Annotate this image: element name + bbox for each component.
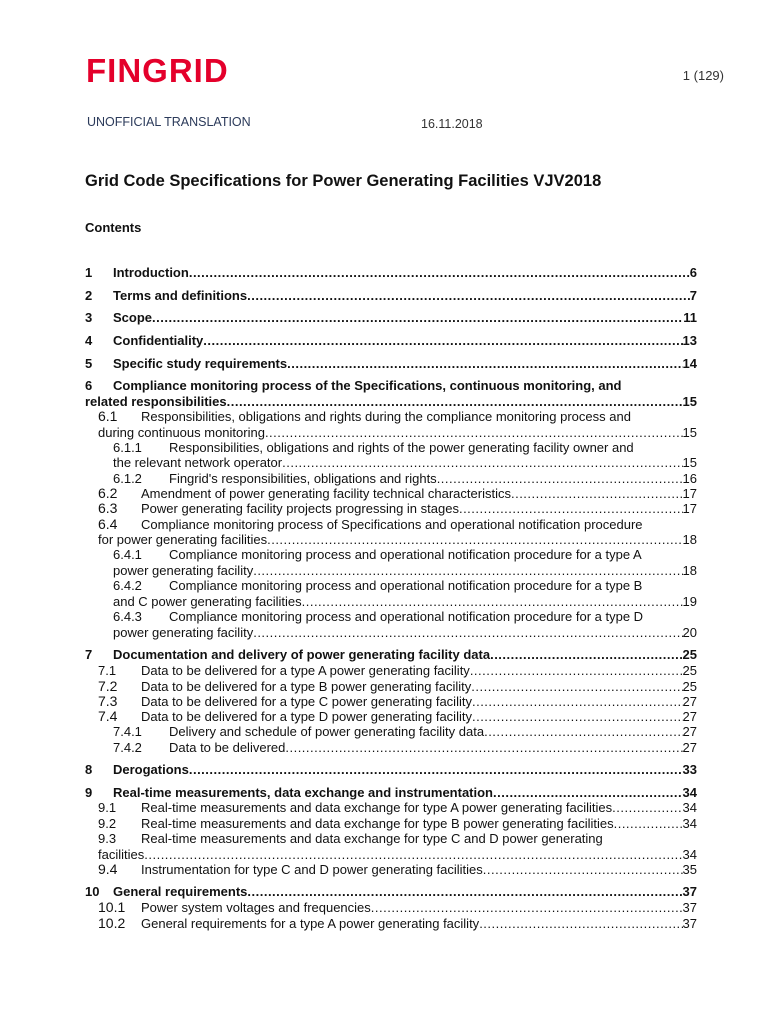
toc-page: 27 <box>682 709 697 724</box>
toc-number: 6.1.2 <box>113 471 142 486</box>
toc-title: Power system voltages and frequencies <box>141 900 371 915</box>
toc-leader <box>612 800 682 815</box>
toc-page: 15 <box>682 425 697 440</box>
toc-number: 6.4.2 <box>113 578 142 593</box>
fingrid-logo: FINGRID <box>86 52 229 89</box>
toc-title: Real-time measurements and data exchange for type C and D power generating <box>141 831 603 846</box>
toc-entry-7-4-1[interactable] <box>113 724 697 739</box>
toc-page: 15 <box>682 455 697 470</box>
toc-number: 2 <box>85 288 93 303</box>
toc-title-cont: and C power generating facilities <box>113 594 302 609</box>
toc-leader <box>459 501 683 516</box>
toc-leader <box>472 694 683 709</box>
toc-page: 27 <box>682 740 697 755</box>
toc-number: 7.2 <box>98 678 118 694</box>
toc-leader <box>287 356 682 371</box>
toc-entry-7[interactable] <box>85 647 697 662</box>
toc-page: 13 <box>682 333 697 348</box>
toc-leader <box>189 762 683 777</box>
toc-leader <box>253 625 682 640</box>
toc-leader <box>285 740 682 755</box>
toc-number: 6.2 <box>98 485 118 501</box>
toc-entry-6-1[interactable] <box>98 409 697 424</box>
toc-number: 9.3 <box>98 831 117 846</box>
toc-number: 8 <box>85 762 93 777</box>
toc-leader <box>437 471 683 486</box>
toc-number: 6.3 <box>98 500 118 516</box>
toc-entry-6-1-cont[interactable] <box>98 425 697 440</box>
toc-entry-4[interactable] <box>85 333 697 348</box>
toc-leader <box>227 394 683 409</box>
toc-page: 34 <box>682 800 697 815</box>
toc-page: 34 <box>682 847 697 862</box>
toc-entry-9-4[interactable] <box>98 862 697 877</box>
toc-page: 17 <box>682 486 697 501</box>
toc-title-cont: power generating facility <box>113 563 254 578</box>
toc-page: 27 <box>682 694 697 709</box>
toc-leader <box>152 310 683 325</box>
toc-leader <box>483 862 683 877</box>
toc-title: Compliance monitoring process and operational notification procedure for a type B <box>169 578 643 593</box>
toc-leader <box>203 333 682 348</box>
toc-title: Real-time measurements and data exchange for type B power generating facilities <box>141 816 614 831</box>
toc-title: Amendment of power generating facility technical characteristics <box>141 486 511 501</box>
toc-leader <box>247 884 682 899</box>
toc-number: 6.4 <box>98 516 118 532</box>
toc-page: 11 <box>683 310 697 325</box>
toc-entry-9[interactable] <box>85 785 697 800</box>
toc-title: General requirements <box>113 884 248 899</box>
toc-page: 19 <box>682 594 697 609</box>
toc-title: Specific study requirements <box>113 356 288 371</box>
toc-title: Real-time measurements, data exchange and instrumentation <box>113 785 493 800</box>
toc-title: Data to be delivered for a type D power generating facility <box>141 709 472 724</box>
toc-leader <box>484 724 682 739</box>
toc-number: 10.1 <box>98 899 126 915</box>
toc-number: 10.2 <box>98 915 126 931</box>
toc-number: 9.1 <box>98 800 117 815</box>
document-title: Grid Code Specifications for Power Generating Facilities VJV2018 <box>85 172 602 190</box>
toc-page: 20 <box>682 625 697 640</box>
toc-leader <box>614 816 683 831</box>
toc-entry-7-4[interactable] <box>98 709 697 724</box>
toc-title-cont: facilities <box>98 847 145 862</box>
toc-entry-10-1[interactable] <box>98 900 697 915</box>
toc-page: 18 <box>682 532 697 547</box>
toc-entry-6[interactable] <box>85 378 697 393</box>
toc-entry-6-cont[interactable] <box>85 394 697 409</box>
toc-page: 33 <box>682 762 697 777</box>
toc-title-cont: for power generating facilities <box>98 532 268 547</box>
toc-title: Real-time measurements and data exchange for type A power generating facilities <box>141 800 613 815</box>
toc-entry-5[interactable] <box>85 356 697 371</box>
toc-title: Terms and definitions <box>113 288 248 303</box>
toc-entry-8[interactable] <box>85 762 697 777</box>
toc-title-cont: power generating facility <box>113 625 254 640</box>
toc-entry-6-1-1[interactable] <box>113 440 697 455</box>
toc-number: 7.1 <box>98 663 117 678</box>
toc-title: Fingrid's responsibilities, obligations and rights <box>169 471 437 486</box>
toc-number: 6.1.1 <box>113 440 142 455</box>
toc-title: Delivery and schedule of power generating facility data <box>169 724 485 739</box>
toc-number: 7.4 <box>98 708 118 724</box>
toc-entry-7-3[interactable] <box>98 694 697 709</box>
toc-entry-9-3[interactable] <box>98 831 697 846</box>
toc-title-cont: related responsibilities <box>85 394 227 409</box>
toc-entry-6-4-1-cont[interactable] <box>113 563 697 578</box>
toc-number: 6.4.3 <box>113 609 142 624</box>
toc-leader <box>470 663 683 678</box>
toc-entry-7-2[interactable] <box>98 679 697 694</box>
toc-leader <box>144 847 682 862</box>
toc-title: Confidentiality <box>113 333 204 348</box>
toc-leader <box>282 455 682 470</box>
toc-page: 25 <box>682 679 697 694</box>
toc-title: Documentation and delivery of power generating facility data <box>113 647 491 662</box>
toc-entry-6-2[interactable] <box>98 486 697 501</box>
toc-title: Responsibilities, obligations and rights of the power generating facility owner and <box>169 440 634 455</box>
toc-entry-1[interactable] <box>85 265 697 280</box>
toc-leader <box>189 265 690 280</box>
toc-entry-3[interactable] <box>85 310 697 325</box>
toc-entry-6-4-3-cont[interactable] <box>113 625 697 640</box>
toc-entry-6-1-2[interactable] <box>113 471 697 486</box>
toc-entry-10[interactable] <box>85 884 697 899</box>
toc-entry-6-1-1-cont[interactable] <box>113 455 697 470</box>
contents-heading: Contents <box>85 220 142 235</box>
toc-page: 14 <box>682 356 697 371</box>
toc-page: 7 <box>689 288 697 303</box>
toc-number: 3 <box>85 310 93 325</box>
toc-entry-10-2[interactable] <box>98 916 697 931</box>
toc-number: 1 <box>85 265 93 280</box>
toc-entry-2[interactable] <box>85 288 697 303</box>
toc-title: Data to be delivered for a type A power generating facility <box>141 663 470 678</box>
toc-leader <box>493 785 683 800</box>
toc-number: 10 <box>85 884 100 899</box>
toc-entry-6-4-3[interactable] <box>113 609 697 624</box>
toc-title: Introduction <box>113 265 189 280</box>
toc-leader <box>265 425 683 440</box>
toc-entry-9-1[interactable] <box>98 800 697 815</box>
toc-entry-6-4-cont[interactable] <box>98 532 697 547</box>
toc-page: 15 <box>682 394 697 409</box>
toc-page: 35 <box>682 862 697 877</box>
toc-leader <box>472 709 683 724</box>
toc-leader <box>302 594 683 609</box>
toc-entry-9-3-cont[interactable] <box>98 847 697 862</box>
toc-page: 16 <box>682 471 697 486</box>
toc-leader <box>511 486 683 501</box>
toc-number: 6.1 <box>98 408 118 424</box>
toc-title: Data to be delivered <box>169 740 286 755</box>
page-number: 1 (129) <box>682 68 724 83</box>
toc-page: 34 <box>682 816 697 831</box>
toc-leader <box>247 288 690 303</box>
toc-leader <box>471 679 682 694</box>
toc-page: 25 <box>682 647 697 662</box>
toc-title: General requirements for a type A power generating facility <box>141 916 480 931</box>
toc-title: Instrumentation for type C and D power generating facilities <box>141 862 483 877</box>
toc-number: 9 <box>85 785 93 800</box>
toc-number: 9.4 <box>98 861 118 877</box>
toc-number: 4 <box>85 333 93 348</box>
toc-entry-6-4-1[interactable] <box>113 547 697 562</box>
toc-entry-7-1[interactable] <box>98 663 697 678</box>
toc-entry-9-2[interactable] <box>98 816 697 831</box>
toc-title-cont: the relevant network operator <box>113 455 283 470</box>
toc-title-cont: during continuous monitoring <box>98 425 265 440</box>
toc-page: 17 <box>682 501 697 516</box>
toc-number: 6 <box>85 378 93 393</box>
toc-page: 27 <box>682 724 697 739</box>
toc-entry-6-4[interactable] <box>98 517 697 532</box>
toc-leader <box>479 916 682 931</box>
toc-leader <box>253 563 682 578</box>
toc-page: 37 <box>682 900 697 915</box>
toc-page: 37 <box>682 916 697 931</box>
toc-leader <box>267 532 682 547</box>
toc-title: Data to be delivered for a type B power generating facility <box>141 679 472 694</box>
toc-title: Compliance monitoring process and operational notification procedure for a type D <box>169 609 644 624</box>
toc-page: 25 <box>682 663 697 678</box>
toc-title: Scope <box>113 310 153 325</box>
toc-number: 7.3 <box>98 693 118 709</box>
toc-entry-6-4-2[interactable] <box>113 578 697 593</box>
toc-number: 7 <box>85 647 93 662</box>
document-date: 16.11.2018 <box>421 117 483 131</box>
toc-number: 5 <box>85 356 93 371</box>
toc-leader <box>490 647 682 662</box>
toc-page: 18 <box>682 563 697 578</box>
toc-page: 34 <box>682 785 697 800</box>
toc-number: 6.4.1 <box>113 547 142 562</box>
toc-title: Power generating facility projects progressing in stages <box>141 501 459 516</box>
toc-page: 6 <box>689 265 697 280</box>
toc-title: Responsibilities, obligations and rights during the compliance monitoring process and <box>141 409 631 424</box>
toc-number: 7.4.2 <box>113 740 142 755</box>
toc-title: Compliance monitoring process of Specifications and operational notification procedure <box>141 517 643 532</box>
toc-entry-7-4-2[interactable] <box>113 740 697 755</box>
toc-title: Compliance monitoring process of the Specifications, continuous monitoring, and <box>113 378 622 393</box>
toc-leader <box>371 900 683 915</box>
toc-entry-6-4-2-cont[interactable] <box>113 594 697 609</box>
toc-title: Derogations <box>113 762 189 777</box>
translation-note: UNOFFICIAL TRANSLATION <box>87 115 251 129</box>
toc-title: Compliance monitoring process and operational notification procedure for a type A <box>169 547 642 562</box>
toc-title: Data to be delivered for a type C power generating facility <box>141 694 472 709</box>
toc-entry-6-3[interactable] <box>98 501 697 516</box>
toc-number: 9.2 <box>98 816 117 831</box>
toc-page: 37 <box>682 884 697 899</box>
toc-number: 7.4.1 <box>113 724 142 739</box>
